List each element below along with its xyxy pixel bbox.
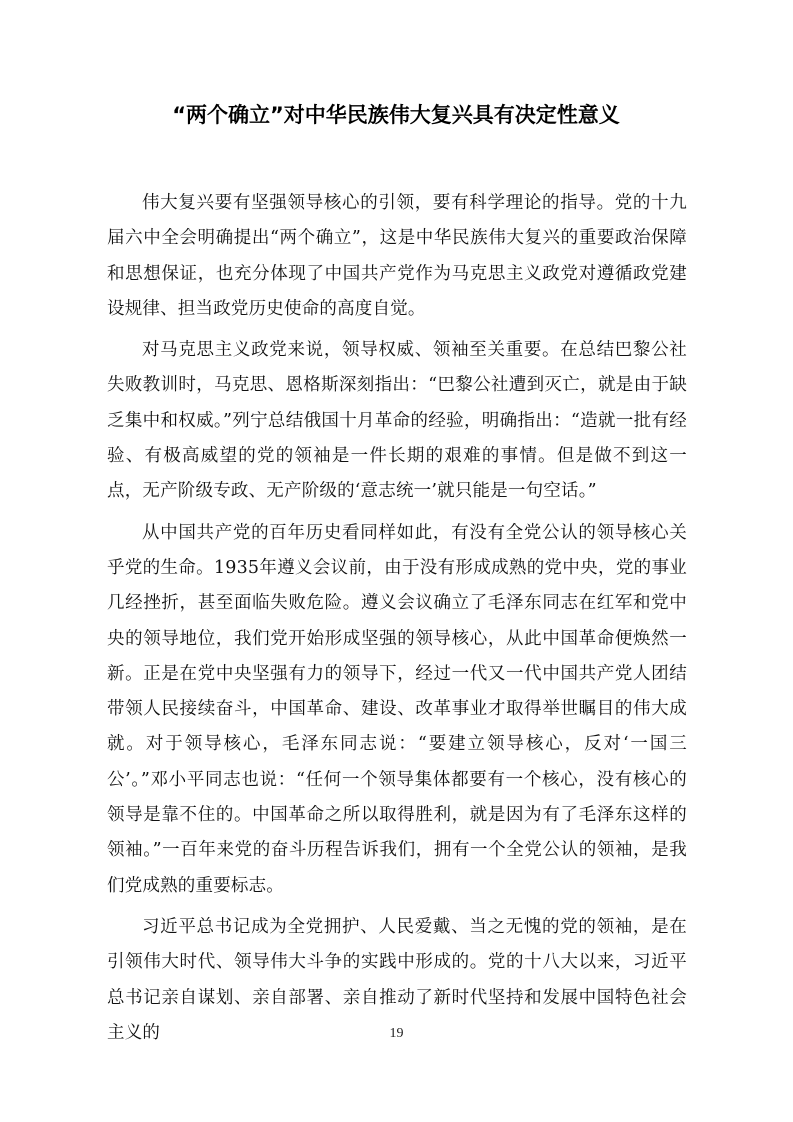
paragraph-2: 对马克思主义政党来说，领导权威、领袖至关重要。在总结巴黎公社失败教训时，马克思、恩格斯深刻指出：“巴黎公社遭到灭亡，就是由于缺乏集中和权威。”列宁总结俄国十月革命的经验，明确指出：“造就一批有经验、有极高威望的党的领袖是一件长期的艰难的事情。但是做不到这一点，无产阶级专政、无产阶级的‘意志统一’就只能是一句空话。” <box>107 340 687 502</box>
paragraph-3: 从中国共产党的百年历史看同样如此，有没有全党公认的领导核心关乎党的生命。1935年遵义会议前，由于没有形成成熟的党中央，党的事业几经挫折，甚至面临失败危险。遵义会议确立了毛泽东同志在红军和党中央的领导地位，我们党开始形成坚强的领导核心，从此中国革命便焕然一新。正是在党中央坚强有力的领导下，经过一代又一代中国共产党人团结带领人民接续奋斗，中国革命、建设、改革事业才取得举世瞩目的伟大成就。对于领导核心，毛泽东同志说：“要建立领导核心，反对‘一国三公’。”邓小平同志也说：“任何一个领导集体都要有一个核心，没有核心的领导是靠不住的。中国革命之所以取得胜利，就是因为有了毛泽东这样的领袖。”一百年来党的奋斗历程告诉我们，拥有一个全党公认的领袖，是我们党成熟的重要标志。 <box>107 522 687 896</box>
document-body <box>107 186 687 1057</box>
paragraph-1: 伟大复兴要有坚强领导核心的引领，要有科学理论的指导。党的十九届六中全会明确提出“两个确立”，这是中华民族伟大复兴的重要政治保障和思想保证，也充分体现了中国共产党作为马克思主义政党对遵循政党建设规律、担当政党历史使命的高度自觉。 <box>107 193 687 319</box>
paragraph-4: 习近平总书记成为全党拥护、人民爱戴、当之无愧的党的领袖，是在引领伟大时代、领导伟大斗争的实践中形成的。党的十八大以来，习近平总书记亲自谋划、亲自部署、亲自推动了新时代坚持和发展中国特色社会主义的 <box>107 916 687 1043</box>
page-number: 19 <box>389 1026 404 1041</box>
document-title: “两个确立”对中华民族伟大复兴具有决定性意义 <box>172 103 620 127</box>
